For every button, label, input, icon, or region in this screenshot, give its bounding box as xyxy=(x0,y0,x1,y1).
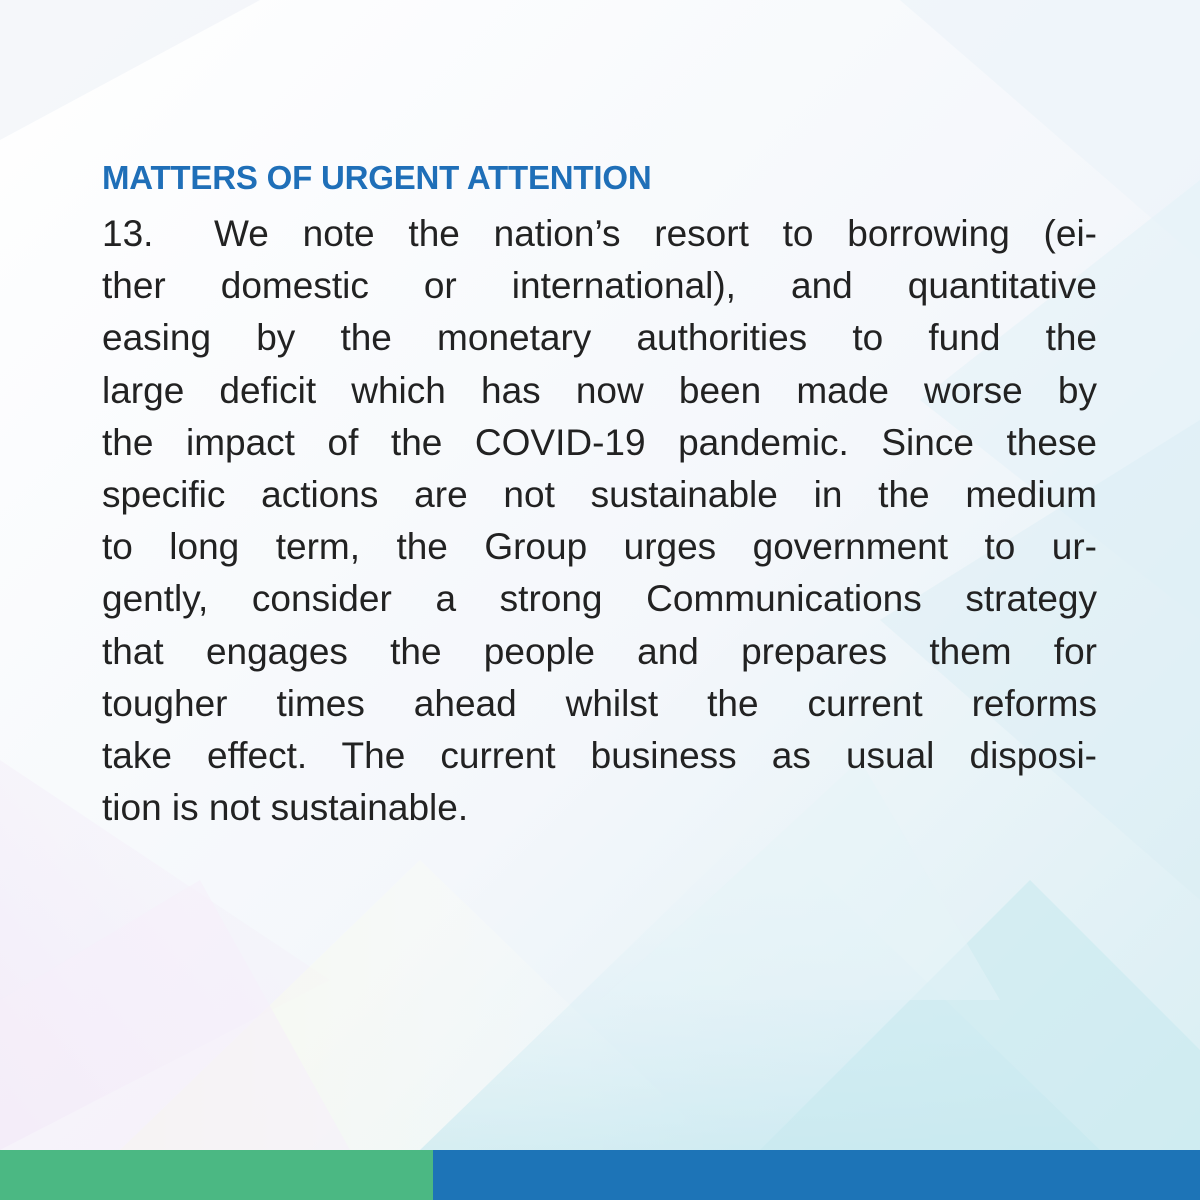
footer-color-bar xyxy=(0,1150,1200,1200)
paragraph-13 xyxy=(102,208,1097,834)
paragraph-line-text: We note the nation’s resort to borrowing (ei- xyxy=(214,213,1097,254)
paragraph-line: to long term, the Group urges government to ur- xyxy=(102,526,1097,568)
paragraph-line xyxy=(102,208,1097,260)
paragraph-line: tion is not sustainable. xyxy=(102,787,469,829)
paragraph-line: gently, consider a strong Communications strategy xyxy=(102,578,1097,620)
footer-bar-green xyxy=(0,1150,433,1200)
paragraph-line: ther domestic or international), and quantitative xyxy=(102,265,1097,307)
paragraph-line: large deficit which has now been made worse by xyxy=(102,369,1097,411)
paragraph-line: tougher times ahead whilst the current reforms xyxy=(102,682,1097,724)
paragraph-line: that engages the people and prepares them for xyxy=(102,630,1097,672)
paragraph-line: take effect. The current business as usual disposi- xyxy=(102,734,1097,776)
document-section xyxy=(102,150,1097,834)
footer-bar-blue xyxy=(433,1150,1200,1200)
paragraph-line: the impact of the COVID-19 pandemic. Since these xyxy=(102,421,1097,463)
paragraph-number: 13. xyxy=(102,213,154,254)
paragraph-line: easing by the monetary authorities to fund the xyxy=(102,317,1097,359)
paragraph-line: specific actions are not sustainable in the medium xyxy=(102,473,1097,515)
section-heading: MATTERS OF URGENT ATTENTION xyxy=(102,159,652,196)
